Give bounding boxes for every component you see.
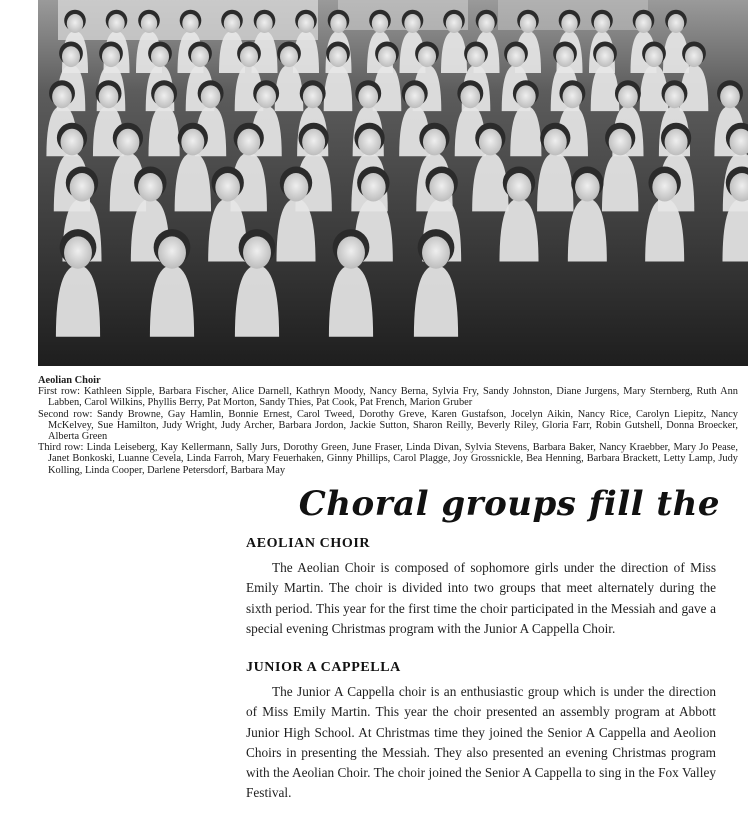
- student-face: [102, 46, 120, 67]
- section-body: The Junior A Cappella choir is an enthusiastic group which is under the direction of Miss Emily Martin. This year the choir presented an assembly program at Abbott Junior High School. At Christmas time they joined the Senior A Cappella and Aeolion Choirs in presenting the Messiah. They also presented an evening Christmas program with the Aeolian Choir. The choir joined the Senior A Cappella to sing in the Fox Valley Festival.: [246, 684, 716, 801]
- student-face: [237, 129, 260, 156]
- student-face: [372, 14, 388, 33]
- student-face: [575, 173, 600, 202]
- student-face: [138, 173, 163, 202]
- student-face: [378, 46, 396, 67]
- student-face: [70, 173, 95, 202]
- student-face: [151, 46, 169, 67]
- student-face: [284, 173, 309, 202]
- student-face: [668, 14, 684, 33]
- student-face: [429, 173, 454, 202]
- student-face: [201, 85, 221, 108]
- student-face: [337, 236, 365, 268]
- student-face: [358, 129, 381, 156]
- student-face: [645, 46, 663, 67]
- student-face: [556, 46, 574, 67]
- student-face: [243, 236, 271, 268]
- student-face: [158, 236, 186, 268]
- student-face: [215, 173, 240, 202]
- student-face: [609, 129, 632, 156]
- student-face: [224, 14, 240, 33]
- student-face: [544, 129, 567, 156]
- photo-caption: [38, 375, 738, 476]
- student-face: [652, 173, 677, 202]
- student-face: [61, 129, 84, 156]
- student-face: [52, 85, 72, 108]
- student-face: [329, 46, 347, 67]
- student-face: [361, 173, 386, 202]
- student-face: [154, 85, 174, 108]
- student-face: [108, 14, 124, 33]
- student-face: [478, 14, 494, 33]
- student-face: [298, 14, 314, 33]
- caption-first-row: First row: Kathleen Sipple, Barbara Fischer, Alice Darnell, Kathryn Moody, Nancy Berna, Sylvia Fry, Sandy Johnston, Diane Jurgens, Mary Sternberg, Ruth Ann Labben, Carol Wilkins, Phyllis Berry, Pat Morton, Sandy Thies, Pat Cook, Pat French, Marion Gruber: [38, 386, 738, 409]
- page-headline: Choral groups fill the: [298, 484, 720, 524]
- student-face: [182, 14, 198, 33]
- student-face: [665, 129, 688, 156]
- student-face: [618, 85, 638, 108]
- student-face: [240, 46, 258, 67]
- student-face: [303, 85, 323, 108]
- student-face: [516, 85, 536, 108]
- student-face: [67, 14, 83, 33]
- student-face: [141, 14, 157, 33]
- caption-title: Aeolian Choir: [38, 375, 101, 386]
- student-face: [561, 14, 577, 33]
- section-heading: AEOLIAN CHOIR: [246, 536, 371, 551]
- aeolian-choir-section: [246, 536, 716, 639]
- student-face: [256, 85, 276, 108]
- student-face: [256, 14, 272, 33]
- student-face: [422, 236, 450, 268]
- student-face: [280, 46, 298, 67]
- student-face: [99, 85, 119, 108]
- student-face: [594, 14, 610, 33]
- student-face: [418, 46, 436, 67]
- student-face: [520, 14, 536, 33]
- student-face: [467, 46, 485, 67]
- student-face: [685, 46, 703, 67]
- student-face: [116, 129, 139, 156]
- section-heading: JUNIOR A CAPPELLA: [246, 660, 401, 675]
- section-body: The Aeolian Choir is composed of sophomore girls under the direction of Miss Emily Martin. The choir is divided into two groups that meet alternately during the sixth period. This year for the first time the choir participated in the Messiah and gave a special evening Christmas program with the Junior A Cappella Choir.: [246, 560, 716, 636]
- student-face: [507, 46, 525, 67]
- student-face: [423, 129, 446, 156]
- student-face: [330, 14, 346, 33]
- student-face: [460, 85, 480, 108]
- student-face: [563, 85, 583, 108]
- student-face: [596, 46, 614, 67]
- student-face: [358, 85, 378, 108]
- student-face: [507, 173, 532, 202]
- student-face: [62, 46, 80, 67]
- student-face: [635, 14, 651, 33]
- student-face: [720, 85, 740, 108]
- student-face: [479, 129, 502, 156]
- caption-second-row: Second row: Sandy Browne, Gay Hamlin, Bonnie Ernest, Carol Tweed, Dorothy Greve, Karen Gustafson, Jocelyn Aikin, Nancy Rice, Carolyn Liepitz, Nancy McKelvey, Sue Hamilton, Judy Wright, Judy Archer, Barbara Jordon, Jackie Sutton, Sharon Reilly, Beverly Riley, Gloria Farr, Robin Gutshell, Donna Broecker, Alberta Green: [38, 408, 738, 443]
- caption-third-row: Third row: Linda Leiseberg, Kay Kellermann, Sally Jurs, Dorothy Green, June Fraser, Linda Divan, Sylvia Stevens, Barbara Baker, Nancy Kraebber, Mary Jo Pease, Janet Bonkoski, Luanne Cevela, Linda Farroh, Mary Feuerhaken, Ginny Phillips, Carol Plagge, Joy Grossnickle, Bea Henning, Barbara Brackett, Letty Lamp, Judy Kolling, Linda Cooper, Darlene Petersdorf, Barbara May: [38, 442, 738, 476]
- choir-group-photo: [38, 0, 748, 366]
- junior-a-cappella-section: [246, 660, 716, 804]
- student-face: [446, 14, 462, 33]
- student-face: [405, 85, 425, 108]
- student-face: [302, 129, 325, 156]
- student-face: [191, 46, 209, 67]
- student-face: [665, 85, 685, 108]
- student-face: [404, 14, 420, 33]
- student-face: [181, 129, 204, 156]
- student-face: [64, 236, 92, 268]
